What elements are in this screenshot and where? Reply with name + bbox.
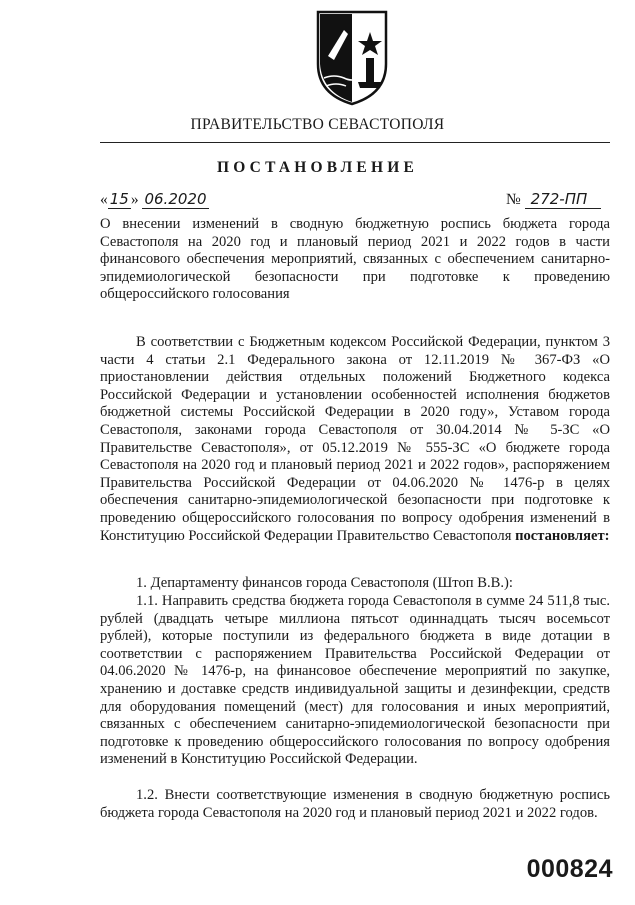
- item-1-2: 1.2. Внести соответствующие изменения в сводную бюджетную роспись бюджета города Севастополя на 2020 год и плановый период 2021 и 2022 годов.: [100, 787, 610, 821]
- number-value: 272-ПП: [525, 190, 601, 209]
- header-divider: [100, 142, 610, 143]
- decree-number: [506, 190, 601, 209]
- document-type-heading: ПОСТАНОВЛЕНИЕ: [216, 159, 419, 176]
- item-1-1: 1.1. Направить средства бюджета города Севастополя в сумме 24 511,8 тыс. рублей (двадцать четыре миллиона пятьсот одиннадцать тысяч восемьсот рублей), которые поступили из федерального бюджета в виде дотации в соответствии с распоряжением Правительства Российской Федерации от 04.06.2020 № 1476-р, на финансовое обеспечение мероприятий по закупке, хранению и доставке средств индивидуальной защиты и дезинфекции, средств для оборудования помещений (мест) для голосования и иных мероприятий, связанных с обеспечением санитарно-эпидемиологической безопасности при подготовке к проведению общероссийского голосования по вопросу одобрения изменений в Конституцию Российской Федерации.: [100, 593, 610, 768]
- government-title: ПРАВИТЕЛЬСТВО СЕВАСТОПОЛЯ: [190, 116, 445, 133]
- date-day: 15: [109, 190, 129, 208]
- date-month-year: 06.2020: [144, 190, 207, 208]
- preamble-text: В соответствии с Бюджетным кодексом Российской Федерации, пунктом 3 части 4 статьи 2.1 Федерального закона от 12.11.2019 № 367-ФЗ «О приостановлении действия отдельных положений Бюджетного кодекса Российской Федерации и установлении особенностей исполнения бюджетов бюджетной системы Российской Федерации в 2020 году», Уставом города Севастополя, законами города Севастополя от 30.04.2014 № 5-ЗС «О Правительстве Севастополя», от 05.12.2019 № 555-ЗС «О бюджете города Севастополя на 2020 год и плановый период 2021 и 2022 годов», распоряжением Правительства Российской Федерации от 04.06.2020 № 1476-р в целях обеспечения санитарно-эпидемиологической безопасности при подготовке к проведению общероссийского голосования по вопросу одобрения изменений в Конституцию Российской Федерации Правительство Севастополя: [100, 334, 610, 544]
- number-sign: №: [506, 191, 521, 208]
- sevastopol-coat-of-arms-icon: [314, 8, 390, 106]
- date-open-quote: «: [100, 191, 108, 208]
- preamble-paragraph: [100, 334, 610, 545]
- registration-number: 000824: [526, 855, 613, 883]
- decree-date: [100, 190, 209, 209]
- resolves-word: постановляет:: [515, 527, 610, 544]
- item-1: 1. Департаменту финансов города Севастополя (Штоп В.В.):: [136, 575, 513, 591]
- decree-subject: О внесении изменений в сводную бюджетную роспись бюджета города Севастополя на 2020 год и плановый период 2021 и 2022 годов в части финансового обеспечения мероприятий, связанных с обеспечением санитарно-эпидемиологической безопасности при подготовке к проведению общероссийского голосования: [100, 216, 610, 303]
- date-close-quote: »: [130, 191, 139, 208]
